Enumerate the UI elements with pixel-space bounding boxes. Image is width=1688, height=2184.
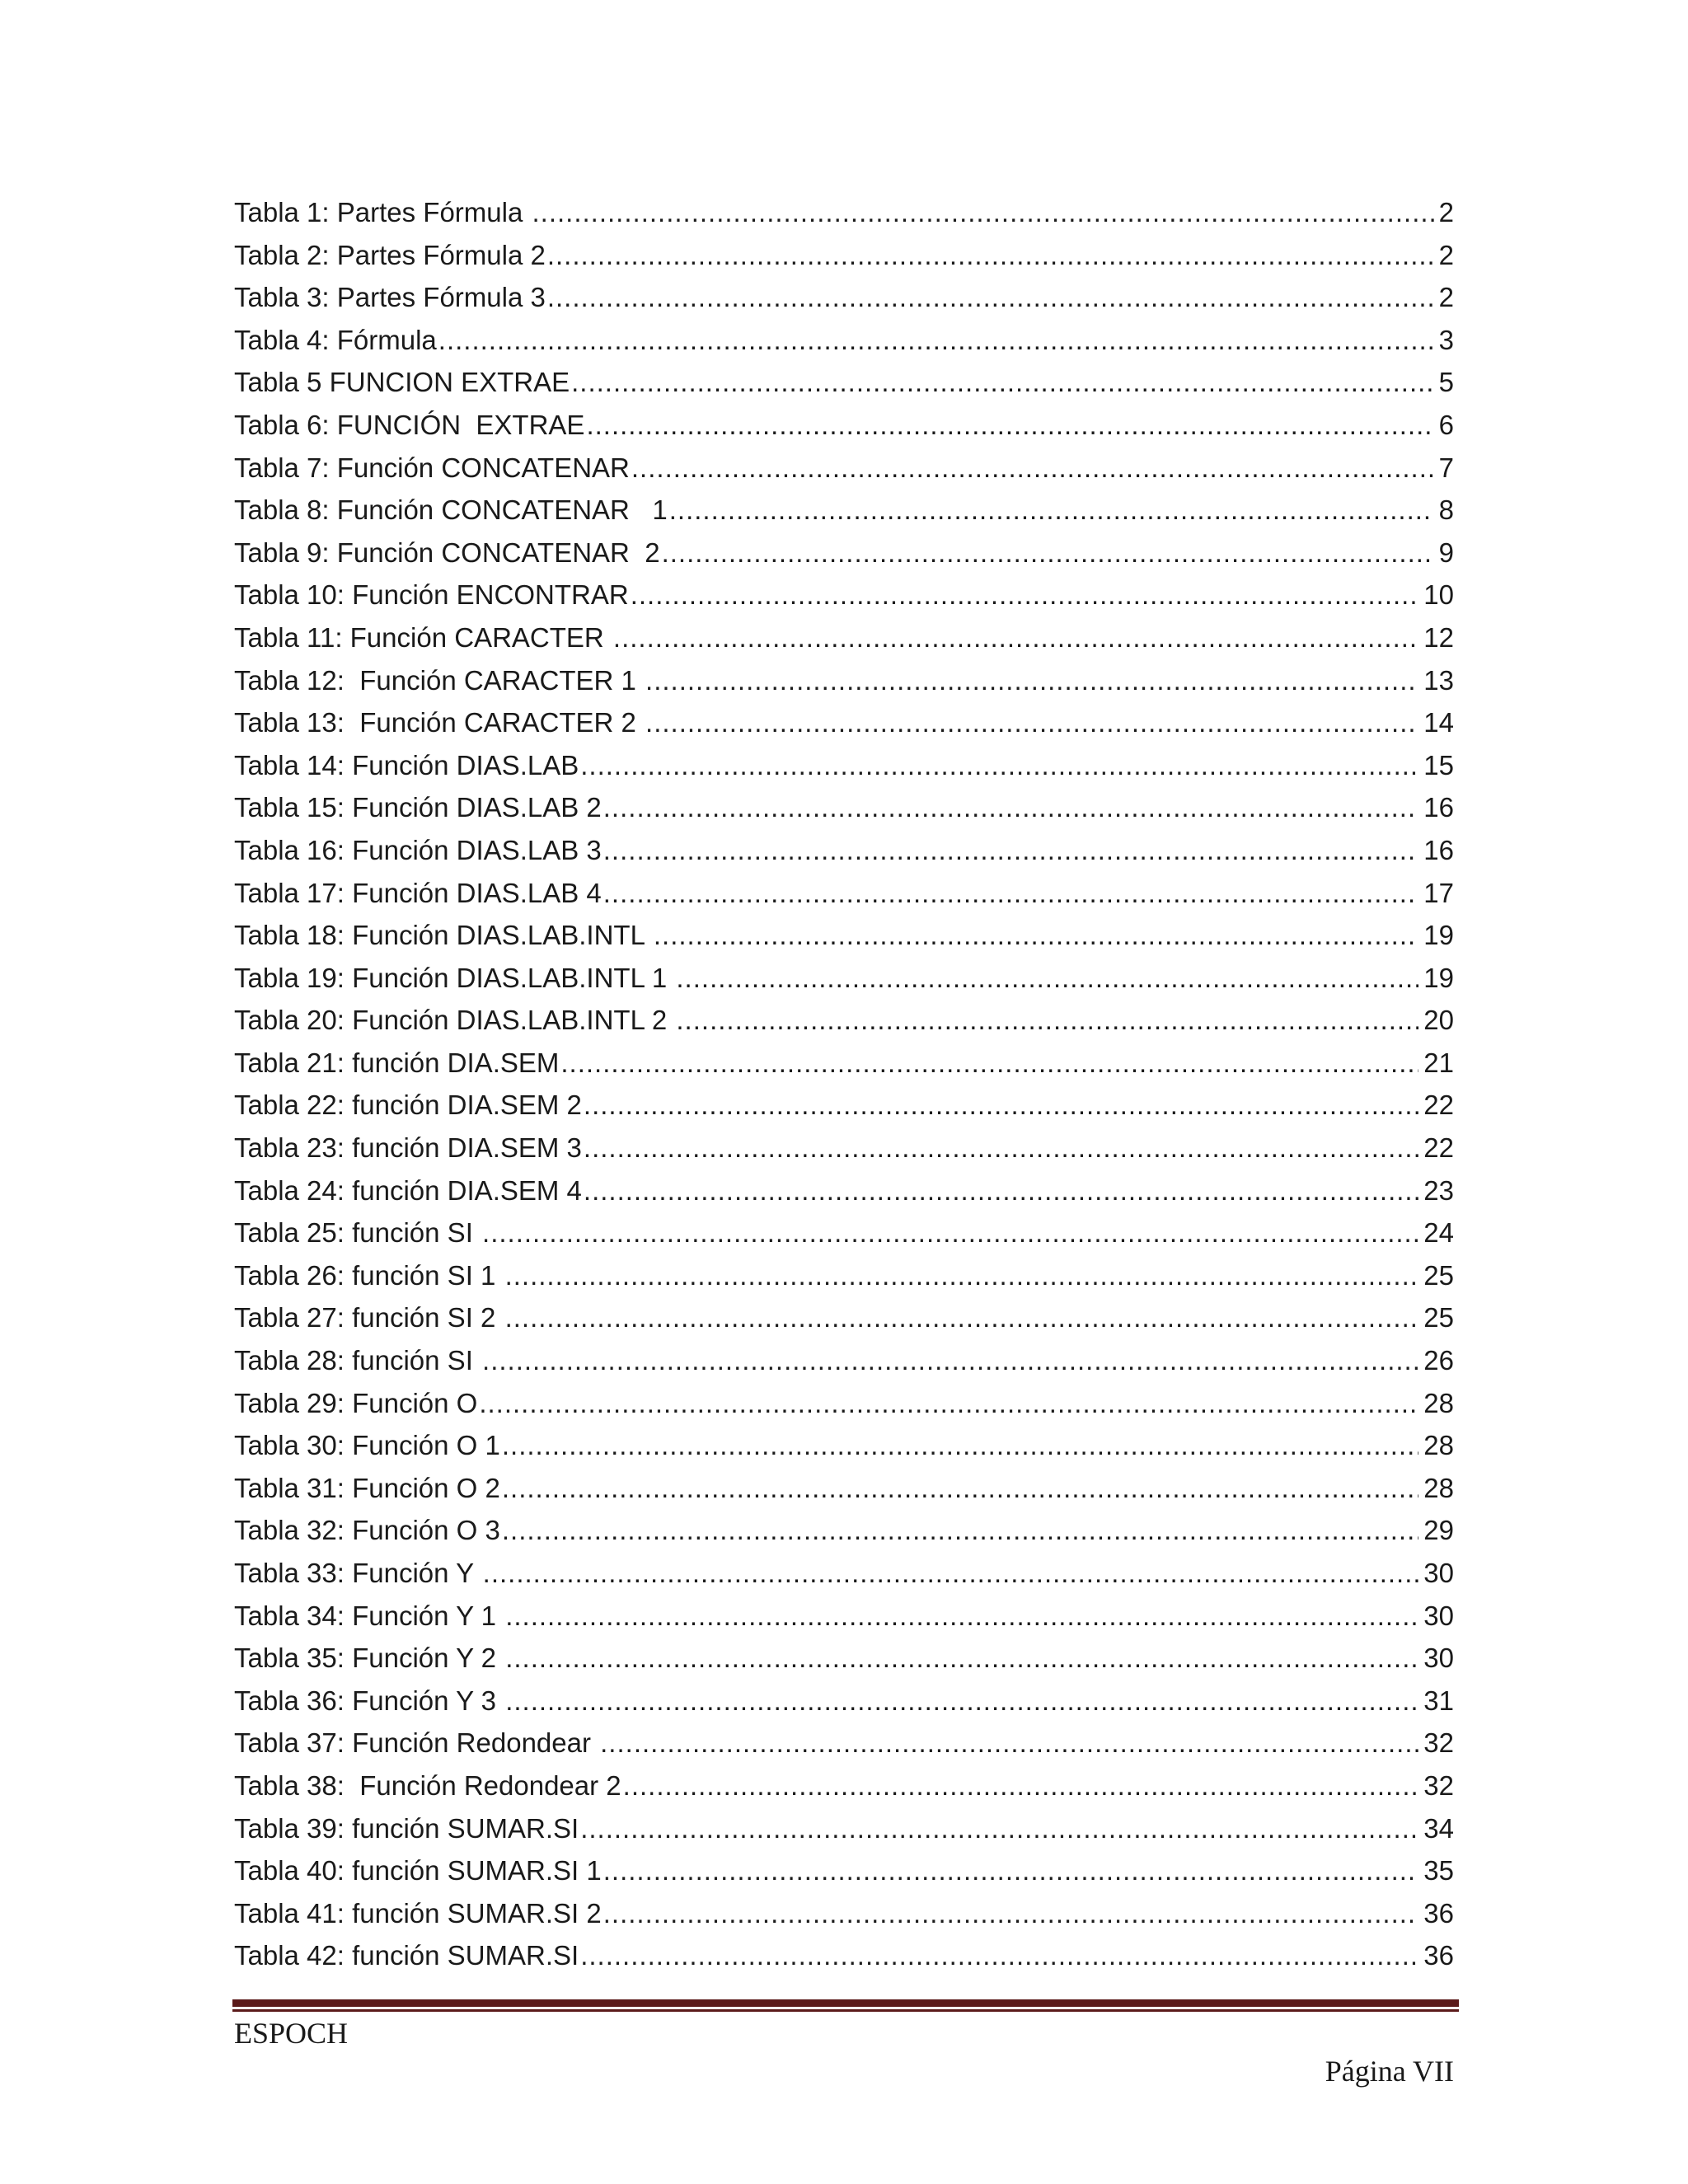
- toc-entry-page: 8: [1438, 494, 1454, 526]
- toc-leader-dots: [603, 872, 1419, 915]
- toc-entry[interactable]: [234, 1552, 1454, 1595]
- toc-entry[interactable]: [234, 1084, 1454, 1127]
- toc-entry-label: Tabla 33: Función Y: [234, 1558, 481, 1588]
- toc-entry-label: Tabla 25: función SI: [234, 1217, 481, 1249]
- toc-entry-page: 19: [1423, 962, 1454, 993]
- toc-entry-label: Tabla 20: Función DIAS.LAB.INTL 2: [234, 1005, 675, 1036]
- toc-entry-page: 34: [1423, 1812, 1454, 1844]
- toc-entry[interactable]: [234, 1296, 1454, 1339]
- toc-entry-page: 15: [1423, 749, 1454, 780]
- toc-entry-label: Tabla 18: Función DIAS.LAB.INTL: [234, 920, 652, 951]
- toc-entry-label: Tabla 32: Función O 3: [234, 1515, 500, 1546]
- toc-entry[interactable]: [234, 957, 1454, 1000]
- footer-page-number: Página VII: [1325, 2055, 1454, 2088]
- toc-entry[interactable]: [234, 872, 1454, 915]
- toc-entry[interactable]: [234, 1339, 1454, 1382]
- toc-entry-page: 24: [1423, 1217, 1454, 1249]
- toc-entry-label: Tabla 10: Función ENCONTRAR: [234, 579, 629, 611]
- toc-leader-dots: [603, 1892, 1419, 1935]
- toc-entry-label: Tabla 5 FUNCION EXTRAE: [234, 367, 570, 398]
- toc-leader-dots: [645, 659, 1418, 702]
- toc-entry-page: 16: [1423, 792, 1454, 823]
- toc-leader-dots: [438, 319, 1434, 362]
- toc-entry[interactable]: [234, 1934, 1454, 1977]
- toc-entry-label: Tabla 40: función SUMAR.SI 1: [234, 1855, 602, 1886]
- toc-entry[interactable]: [234, 276, 1454, 319]
- toc-entry[interactable]: [234, 1042, 1454, 1085]
- toc-entry-page: 22: [1423, 1132, 1454, 1164]
- toc-entry-label: Tabla 27: función SI 2: [234, 1302, 504, 1333]
- toc-leader-dots: [505, 1637, 1418, 1680]
- toc-entry-label: Tabla 16: Función DIAS.LAB 3: [234, 834, 602, 865]
- footer-institution: ESPOCH: [234, 2017, 349, 2050]
- toc-entry-label: Tabla 30: Función O 1: [234, 1430, 500, 1461]
- toc-entry-page: 28: [1423, 1387, 1454, 1418]
- toc-leader-dots: [482, 1212, 1418, 1254]
- toc-entry-page: 25: [1423, 1259, 1454, 1291]
- toc-entry-page: 31: [1423, 1685, 1454, 1716]
- toc-entry-label: Tabla 26: función SI 1: [234, 1259, 504, 1291]
- toc-entry[interactable]: [234, 701, 1454, 744]
- toc-leader-dots: [631, 447, 1434, 490]
- toc-leader-dots: [613, 616, 1418, 659]
- toc-leader-dots: [586, 404, 1433, 447]
- toc-entry[interactable]: [234, 616, 1454, 659]
- toc-entry-page: 3: [1438, 324, 1454, 355]
- toc-entry[interactable]: [234, 999, 1454, 1042]
- toc-leader-dots: [603, 786, 1419, 829]
- toc-entry[interactable]: [234, 1169, 1454, 1212]
- toc-entry-page: 17: [1423, 877, 1454, 908]
- toc-entry-label: Tabla 14: Función DIAS.LAB: [234, 749, 579, 780]
- toc-leader-dots: [502, 1424, 1418, 1467]
- toc-entry-label: Tabla 2: Partes Fórmula 2: [234, 239, 546, 270]
- toc-leader-dots: [584, 1084, 1418, 1127]
- toc-leader-dots: [600, 1722, 1418, 1765]
- toc-entry-page: 32: [1423, 1769, 1454, 1801]
- toc-leader-dots: [483, 1552, 1419, 1595]
- toc-entry-page: 6: [1438, 409, 1454, 440]
- toc-entry[interactable]: [234, 1382, 1454, 1425]
- toc-entry[interactable]: [234, 1509, 1454, 1552]
- toc-entry[interactable]: [234, 829, 1454, 872]
- toc-entry[interactable]: [234, 1212, 1454, 1254]
- toc-entry[interactable]: [234, 1595, 1454, 1638]
- toc-entry-page: 35: [1423, 1855, 1454, 1886]
- toc-leader-dots: [505, 1680, 1418, 1722]
- toc-entry-page: 20: [1423, 1005, 1454, 1036]
- toc-leader-dots: [623, 1765, 1419, 1807]
- toc-leader-dots: [502, 1467, 1418, 1510]
- toc-entry-label: Tabla 15: Función DIAS.LAB 2: [234, 792, 602, 823]
- toc-entry-page: 12: [1423, 621, 1454, 653]
- toc-entry[interactable]: [234, 447, 1454, 490]
- toc-leader-dots: [603, 1849, 1419, 1892]
- toc-entry-label: Tabla 31: Función O 2: [234, 1472, 500, 1503]
- toc-entry-page: 2: [1438, 239, 1454, 270]
- toc-leader-dots: [505, 1296, 1419, 1339]
- toc-entry-page: 36: [1423, 1897, 1454, 1929]
- toc-entry[interactable]: [234, 404, 1454, 447]
- toc-entry-label: Tabla 4: Fórmula: [234, 324, 437, 355]
- toc-entry-page: 7: [1438, 452, 1454, 483]
- toc-entry-label: Tabla 36: Función Y 3: [234, 1685, 504, 1716]
- toc-entry-label: Tabla 22: función DIA.SEM 2: [234, 1090, 582, 1121]
- toc-entry-label: Tabla 12: Función CARACTER 1: [234, 664, 645, 696]
- toc-entry-page: 23: [1423, 1174, 1454, 1206]
- toc-leader-dots: [662, 532, 1434, 574]
- toc-entry-label: Tabla 29: Función O: [234, 1387, 478, 1418]
- toc-leader-dots: [547, 276, 1434, 319]
- toc-entry-label: Tabla 28: función SI: [234, 1345, 481, 1376]
- footer-rule-thick: [232, 1999, 1459, 2007]
- toc-entry-page: 14: [1423, 707, 1454, 738]
- toc-leader-dots: [580, 744, 1418, 787]
- toc-entry[interactable]: [234, 1849, 1454, 1892]
- toc-entry[interactable]: [234, 744, 1454, 787]
- toc-leader-dots: [654, 914, 1418, 957]
- toc-entry-page: 21: [1423, 1047, 1454, 1078]
- toc-entry-page: 2: [1438, 197, 1454, 227]
- toc-entry-label: Tabla 41: función SUMAR.SI 2: [234, 1897, 602, 1929]
- toc-entry-page: 26: [1423, 1345, 1454, 1376]
- toc-leader-dots: [669, 489, 1434, 532]
- footer-rule-thin: [232, 2009, 1459, 2012]
- toc-leader-dots: [505, 1254, 1419, 1297]
- toc-entry-page: 25: [1423, 1302, 1454, 1333]
- toc-entry[interactable]: [234, 1127, 1454, 1169]
- toc-entry[interactable]: [234, 1892, 1454, 1935]
- toc-entry[interactable]: [234, 319, 1454, 362]
- table-of-figures: [234, 191, 1454, 1977]
- toc-leader-dots: [547, 234, 1434, 277]
- toc-entry-page: 28: [1423, 1472, 1454, 1503]
- toc-entry-label: Tabla 17: Función DIAS.LAB 4: [234, 877, 602, 908]
- toc-entry-page: 16: [1423, 834, 1454, 865]
- toc-entry[interactable]: [234, 786, 1454, 829]
- toc-entry[interactable]: [234, 489, 1454, 532]
- toc-leader-dots: [584, 1169, 1418, 1212]
- toc-entry[interactable]: [234, 1637, 1454, 1680]
- toc-entry-page: 29: [1423, 1515, 1454, 1546]
- toc-entry-page: 2: [1438, 282, 1454, 313]
- toc-entry[interactable]: [234, 361, 1454, 404]
- toc-entry-page: 30: [1423, 1600, 1454, 1631]
- toc-entry-page: 28: [1423, 1430, 1454, 1461]
- toc-entry[interactable]: [234, 1765, 1454, 1807]
- toc-entry-page: 9: [1438, 537, 1454, 568]
- toc-entry-label: Tabla 37: Función Redondear: [234, 1727, 599, 1759]
- toc-entry-label: Tabla 23: función DIA.SEM 3: [234, 1132, 582, 1164]
- toc-entry-label: Tabla 13: Función CARACTER 2: [234, 707, 645, 738]
- toc-entry-label: Tabla 9: Función CONCATENAR 2: [234, 537, 660, 568]
- toc-entry-label: Tabla 7: Función CONCATENAR: [234, 452, 630, 483]
- toc-leader-dots: [482, 1339, 1418, 1382]
- toc-leader-dots: [560, 1042, 1418, 1085]
- toc-leader-dots: [580, 1807, 1418, 1850]
- toc-leader-dots: [584, 1127, 1418, 1169]
- toc-leader-dots: [532, 191, 1434, 234]
- toc-leader-dots: [631, 574, 1419, 616]
- toc-entry[interactable]: [234, 914, 1454, 957]
- toc-entry-label: Tabla 39: función SUMAR.SI: [234, 1812, 579, 1844]
- toc-entry-page: 30: [1423, 1558, 1454, 1588]
- toc-leader-dots: [479, 1382, 1418, 1425]
- toc-leader-dots: [603, 829, 1419, 872]
- toc-entry-page: 13: [1423, 664, 1454, 696]
- toc-leader-dots: [676, 957, 1418, 1000]
- toc-entry-label: Tabla 6: FUNCIÓN EXTRAE: [234, 409, 585, 440]
- toc-entry-label: Tabla 1: Partes Fórmula: [234, 197, 531, 227]
- toc-leader-dots: [571, 361, 1434, 404]
- toc-entry-page: 19: [1423, 920, 1454, 951]
- toc-entry-page: 36: [1423, 1940, 1454, 1971]
- toc-leader-dots: [645, 701, 1418, 744]
- toc-entry[interactable]: [234, 1680, 1454, 1722]
- toc-entry[interactable]: [234, 191, 1454, 234]
- toc-entry[interactable]: [234, 1722, 1454, 1765]
- toc-entry-label: Tabla 34: Función Y 1: [234, 1600, 504, 1631]
- toc-entry-page: 32: [1423, 1727, 1454, 1759]
- toc-entry-label: Tabla 35: Función Y 2: [234, 1643, 504, 1674]
- toc-entry-label: Tabla 19: Función DIAS.LAB.INTL 1: [234, 962, 675, 993]
- toc-entry-page: 22: [1423, 1090, 1454, 1121]
- toc-leader-dots: [676, 999, 1418, 1042]
- toc-entry-label: Tabla 11: Función CARACTER: [234, 621, 612, 653]
- toc-entry[interactable]: [234, 1807, 1454, 1850]
- toc-entry[interactable]: [234, 1254, 1454, 1297]
- toc-entry-label: Tabla 24: función DIA.SEM 4: [234, 1174, 582, 1206]
- toc-entry-page: 5: [1438, 367, 1454, 398]
- toc-entry[interactable]: [234, 234, 1454, 277]
- toc-entry[interactable]: [234, 1467, 1454, 1510]
- toc-entry[interactable]: [234, 574, 1454, 616]
- toc-entry-label: Tabla 8: Función CONCATENAR 1: [234, 494, 668, 526]
- toc-leader-dots: [502, 1509, 1418, 1552]
- toc-entry-label: Tabla 3: Partes Fórmula 3: [234, 282, 546, 313]
- toc-leader-dots: [505, 1595, 1418, 1638]
- toc-entry[interactable]: [234, 532, 1454, 574]
- toc-entry-label: Tabla 38: Función Redondear 2: [234, 1769, 621, 1801]
- toc-entry-label: Tabla 21: función DIA.SEM: [234, 1047, 560, 1078]
- toc-leader-dots: [580, 1934, 1418, 1977]
- toc-entry[interactable]: [234, 1424, 1454, 1467]
- toc-entry-label: Tabla 42: función SUMAR.SI: [234, 1940, 579, 1971]
- toc-entry-page: 30: [1423, 1643, 1454, 1674]
- toc-entry-page: 10: [1423, 579, 1454, 611]
- toc-entry[interactable]: [234, 659, 1454, 702]
